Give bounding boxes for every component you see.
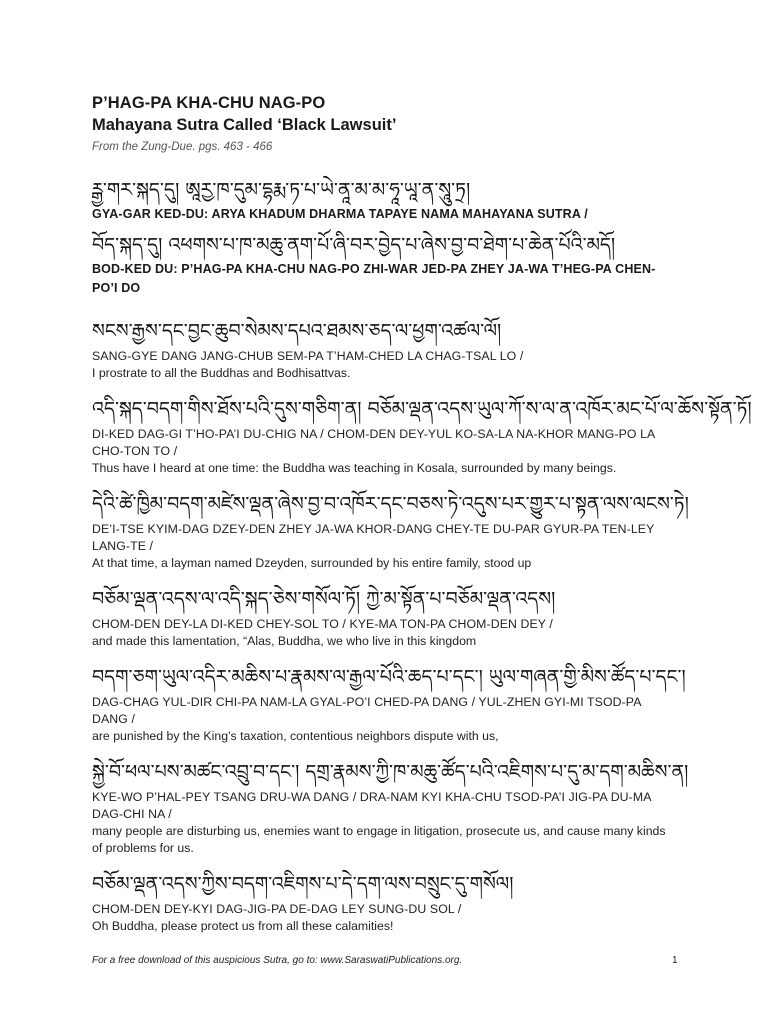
verse-english: I prostrate to all the Buddhas and Bodhisattvas. [92,366,351,380]
verse-block [92,316,668,382]
verse-translit: CHOM-DEN DEY-LA DI-KED CHEY-SOL TO / KYE-MA TON-PA CHOM-DEN DEY / [92,617,553,631]
verse-tibetan: འདི་སྐད་བདག་གིས་ཐོས་པའི་དུས་གཅིག་ན། བཅོམ་ལྡན་འདས་ཡུལ་ཀོ་ས་ལ་ན་འཁོར་མང་པོ་ལ་ཆོས་སྟོན་ཏོ། [92,398,752,420]
footer-download-note: For a free download of this auspicious Sutra, go to: www.SaraswatiPublications.org. [92,955,463,966]
sanskrit-title-tibetan: ཪྒྱ་གར་སྐད་དུ། ཨཱརྱ་ཁ་དུམ་དྷརྨ་ཏ་པ་ཡེ་ནཱ་མ་མ་ཧཱ་ཡཱ་ན་སཱུ་ཏྲ། [92,179,471,201]
verse-block [92,662,686,745]
tibetan-title-tibetan: བོད་སྐད་དུ། འཕགས་པ་ཁ་མཆུ་ནག་པོ་ཞི་བར་བྱེད་པ་ཞེས་བྱ་བ་ཐེག་པ་ཆེན་པོའི་མདོ། [92,234,616,256]
verse-english: Oh Buddha, please protect us from all these calamities! [92,919,394,933]
verse-translit: SANG-GYE DANG JANG-CHUB SEM-PA T’HAM-CHED LA CHAG-TSAL LO / [92,349,524,363]
verse-english: are punished by the King’s taxation, contentious neighbors dispute with us, [92,729,499,743]
verse-tibetan: སངས་རྒྱས་དང་བྱང་ཆུབ་སེམས་དཔའ་ཐམས་ཅད་ལ་ཕྱག་འཚལ་ལོ། [92,320,502,342]
verse-block [92,489,689,572]
page-number: 1 [672,955,678,966]
verse-tibetan: དེའི་ཚེ་ཁྱིམ་བདག་མཛེས་ལྡན་ཞེས་བྱ་བ་འཁོར་དང་བཅས་ཏེ་འདུས་པར་གྱུར་པ་སྟན་ལས་ལངས་ཏེ། [92,493,689,515]
page-title: P’HAG-PA KHA-CHU NAG-PO [92,94,326,112]
page-subtitle: Mahayana Sutra Called ‘Black Lawsuit’ [92,116,397,134]
verse-tibetan: བཅོམ་ལྡན་འདས་ལ་འདི་སྐད་ཅེས་གསོལ་ཏོ། ཀྱེ་མ་སྟོན་པ་བཅོམ་ལྡན་འདས། [92,588,556,610]
verse-translit: CHOM-DEN DEY-KYI DAG-JIG-PA DE-DAG LEY SUNG-DU SOL / [92,902,462,916]
verse-tibetan: བཅོམ་ལྡན་འདས་ཀྱིས་བདག་འཇིགས་པ་དེ་དག་ལས་བསྲུང་དུ་གསོལ། [92,873,514,895]
tibetan-title-translit: BOD-KED DU: P’HAG-PA KHA-CHU NAG-PO ZHI-WAR JED-PA ZHEY JA-WA T’HEG-PA CHEN-PO’I DO [92,262,656,295]
verse-block [92,869,668,935]
verse-translit: DE’I-TSE KYIM-DAG DZEY-DEN ZHEY JA-WA KHOR-DANG CHEY-TE DU-PAR GYUR-PA TEN-LEY LANG-TE / [92,522,655,553]
verse-english: many people are disturbing us, enemies want to engage in litigation, prosecute us, and cause many kinds of problems for us. [92,824,666,855]
verse-block [92,394,752,477]
verse-translit: DAG-CHAG YUL-DIR CHI-PA NAM-LA GYAL-PO’I CHED-PA DANG / YUL-ZHEN GYI-MI TSOD-PA DANG / [92,695,641,726]
verse-tibetan: བདག་ཅག་ཡུལ་འདིར་མཆིས་པ་རྣམས་ལ་རྒྱལ་པོའི་ཆད་པ་དང་། ཡུལ་གཞན་གྱི་མིས་ཚོད་པ་དང་། [92,666,686,688]
verse-english: and made this lamentation, “Alas, Buddha, we who live in this kingdom [92,634,477,648]
sutra-page [92,92,752,935]
sanskrit-title-translit: GYA-GAR KED-DU: ARYA KHADUM DHARMA TAPAYE NAMA MAHAYANA SUTRA / [92,207,588,221]
verse-tibetan: སྐྱེ་བོ་ཕལ་པས་མཚང་འབྲུ་བ་དང་། དགྲ་རྣམས་ཀྱི་ཁ་མཆུ་ཚོད་པའི་འཇིགས་པ་དུ་མ་དག་མཆིས་ན། [92,761,689,783]
verse-block [92,757,689,857]
verse-translit: DI-KED DAG-GI T’HO-PA’I DU-CHIG NA / CHOM-DEN DEY-YUL KO-SA-LA NA-KHOR MANG-PO LA CHO-TON TO / [92,427,655,458]
verse-translit: KYE-WO P’HAL-PEY TSANG DRU-WA DANG / DRA-NAM KYI KHA-CHU TSOD-PA’I JIG-PA DU-MA DAG-CHI NA / [92,790,651,821]
verse-english: Thus have I heard at one time: the Buddha was teaching in Kosala, surrounded by many beings. [92,461,617,475]
source-note: From the Zung-Due. pgs. 463 - 466 [92,141,273,153]
verse-block [92,584,668,650]
verse-english: At that time, a layman named Dzeyden, surrounded by his entire family, stood up [92,556,532,570]
